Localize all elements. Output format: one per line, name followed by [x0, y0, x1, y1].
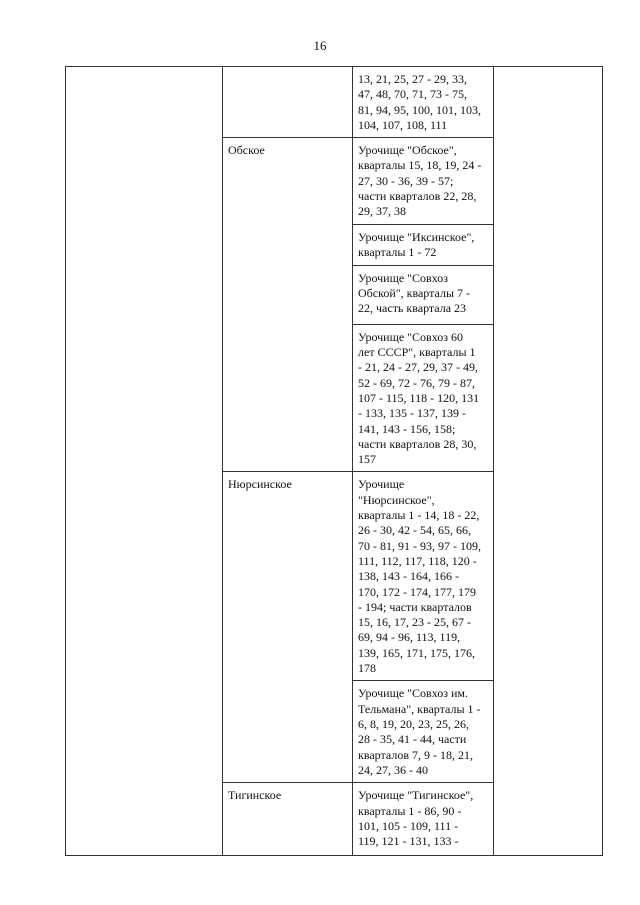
description-text: Урочище "Обское", кварталы 15, 18, 19, 24 - 27, 30 - 36, 39 - 57; части кварталов 22, 28, 29, 37, 38 — [358, 143, 482, 219]
description-cell — [353, 67, 494, 138]
description-text: Урочище "Совхоз Обской", кварталы 7 - 22, часть квартала 23 — [358, 270, 471, 316]
description-text: Урочище "Тигинское", кварталы 1 - 86, 90 - 101, 105 - 109, 111 - 119, 121 - 131, 133 - — [358, 788, 474, 849]
description-text: Урочище "Совхоз 60 лет СССР", кварталы 1 - 21, 24 - 27, 29, 37 - 49, 52 - 69, 72 - 76, 79 - 87, 107 - 115, 118 - 120, 131 - 133, 135 - 137, 139 - 141, 143 - 156, 158; части кварталов 28, 30, 157 — [358, 329, 480, 467]
district-name: Нюрсинское — [228, 477, 292, 492]
district-name: Тигинское — [228, 788, 282, 803]
description-cell — [353, 681, 494, 783]
description-text: Урочище "Нюрсинское", кварталы 1 - 14, 18 - 22, 26 - 30, 42 - 54, 65, 66, 70 - 81, 91 - 93, 97 - 109, 111, 112, 117, 118, 120 - 138, 143 - 164, 166 - 170, 172 - 174, 177, 179 - 194; части кварталов 15, 16, 17, 23 - 25, 67 - 69, 94 - 96, 113, 119, 139, 165, 171, 175, 176, 178 — [358, 477, 481, 676]
forest-areas-table — [65, 66, 603, 856]
description-text: Урочище "Совхоз им. Тельмана", кварталы 1 - 6, 8, 19, 20, 23, 25, 26, 28 - 35, 41 - 44, части кварталов 7, 9 - 18, 21, 24, 27, 36 - 40 — [358, 686, 481, 777]
description-cell — [353, 265, 494, 324]
description-cell — [353, 138, 494, 225]
description-cell — [353, 225, 494, 266]
description-text: Урочище "Иксинское", кварталы 1 - 72 — [358, 230, 475, 260]
district-cell — [223, 472, 353, 783]
description-text: 13, 21, 25, 27 - 29, 33, 47, 48, 70, 71, 73 - 75, 81, 94, 95, 100, 101, 103, 104, 107, 108, 111 — [358, 72, 481, 132]
notes-cell — [494, 67, 603, 856]
description-cell — [353, 324, 494, 472]
page-number: 16 — [313, 38, 327, 53]
district-cell — [223, 67, 353, 138]
district-name: Обское — [228, 143, 265, 158]
table-row — [66, 67, 603, 138]
description-cell — [353, 783, 494, 856]
region-cell — [66, 67, 223, 856]
district-cell — [223, 138, 353, 472]
district-cell — [223, 783, 353, 856]
description-cell — [353, 472, 494, 681]
